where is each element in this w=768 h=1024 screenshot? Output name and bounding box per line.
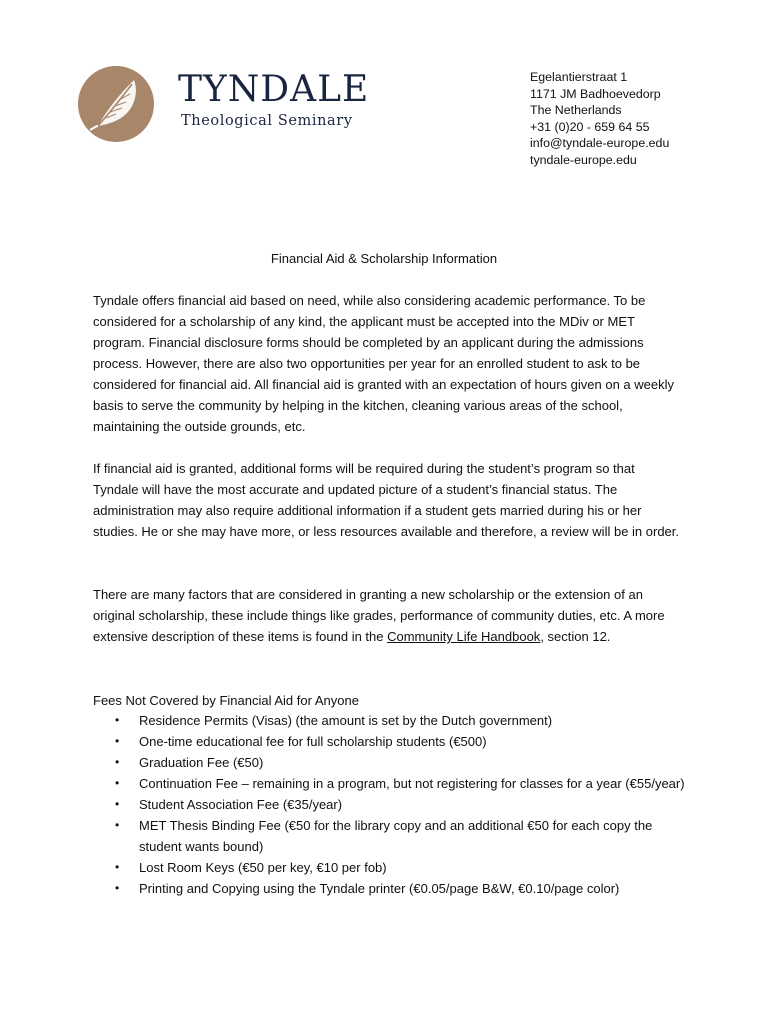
- list-item: • Printing and Copying using the Tyndale printer (€0.05/page B&W, €0.10/page color): [93, 878, 693, 899]
- logo-subtitle: Theological Seminary: [181, 113, 353, 129]
- bullet-icon: •: [115, 818, 120, 832]
- address-email: info@tyndale-europe.edu: [530, 136, 670, 150]
- community-life-handbook-link[interactable]: Community Life Handbook: [387, 629, 541, 644]
- fees-heading: Fees Not Covered by Financial Aid for Anyone: [93, 693, 359, 708]
- document-title: Financial Aid & Scholarship Information: [270, 251, 498, 266]
- bullet-icon: •: [115, 797, 120, 811]
- paragraph-eligibility: Tyndale offers financial aid based on need, while also considering academic performance. To be considered for a scholarship of any kind, the applicant must be accepted into the MDiv or MET program. Financial disclosure forms should be completed by an applicant during the admissions process. However, there are also two opportunities per year for an enrolled student to ask to be considered for financial aid. All financial aid is granted with an expectation of hours given on a weekly basis to serve the community by helping in the kitchen, cleaning various areas of the school, maintaining the outside grounds, etc.: [93, 293, 675, 434]
- list-item: • Continuation Fee – remaining in a program, but not registering for classes for a year (€55/year): [93, 773, 693, 794]
- bullet-icon: •: [115, 755, 120, 769]
- logo-title: TYNDALE: [178, 69, 370, 110]
- paragraph-factors-text: There are many factors that are considered in granting a new scholarship or the extension of an original scholarship, these include things like grades, performance of community duties, etc. A more extensive description of these items is found in the: [93, 587, 665, 644]
- list-item: • Student Association Fee (€35/year): [93, 794, 693, 815]
- fees-list: [93, 710, 693, 899]
- address-country: The Netherlands: [530, 103, 622, 117]
- feather-emblem-icon: [76, 64, 156, 144]
- list-item: • One-time educational fee for full scholarship students (€500): [93, 731, 693, 752]
- bullet-icon: •: [115, 860, 120, 874]
- tyndale-logo: [76, 64, 376, 144]
- list-item: • Lost Room Keys (€50 per key, €10 per fob): [93, 857, 693, 878]
- paragraph-factors-suffix: , section 12.: [540, 629, 611, 644]
- bullet-icon: •: [115, 734, 120, 748]
- bullet-icon: •: [115, 713, 120, 727]
- bullet-icon: •: [115, 881, 120, 895]
- address-block: [530, 69, 669, 168]
- paragraph-factors: [93, 584, 683, 647]
- bullet-icon: •: [115, 776, 120, 790]
- address-website: tyndale-europe.edu: [530, 152, 637, 167]
- paragraph-additional-forms: If financial aid is granted, additional forms will be required during the student’s program so that Tyndale will have the most accurate and updated picture of a student’s financial status. The administration may also require additional information if a student gets married during his or her studies. He or she may have more, or less resources available and therefore, a review will be in order.: [93, 461, 680, 539]
- list-item: • MET Thesis Binding Fee (€50 for the library copy and an additional €50 for each copy the student wants bound): [93, 815, 693, 857]
- address-city: 1171 JM Badhoevedorp: [530, 86, 661, 101]
- list-item: • Residence Permits (Visas) (the amount is set by the Dutch government): [93, 710, 693, 731]
- address-street: Egelantierstraat 1: [530, 70, 628, 84]
- list-item: • Graduation Fee (€50): [93, 752, 693, 773]
- address-phone: +31 (0)20 - 659 64 55: [530, 119, 650, 134]
